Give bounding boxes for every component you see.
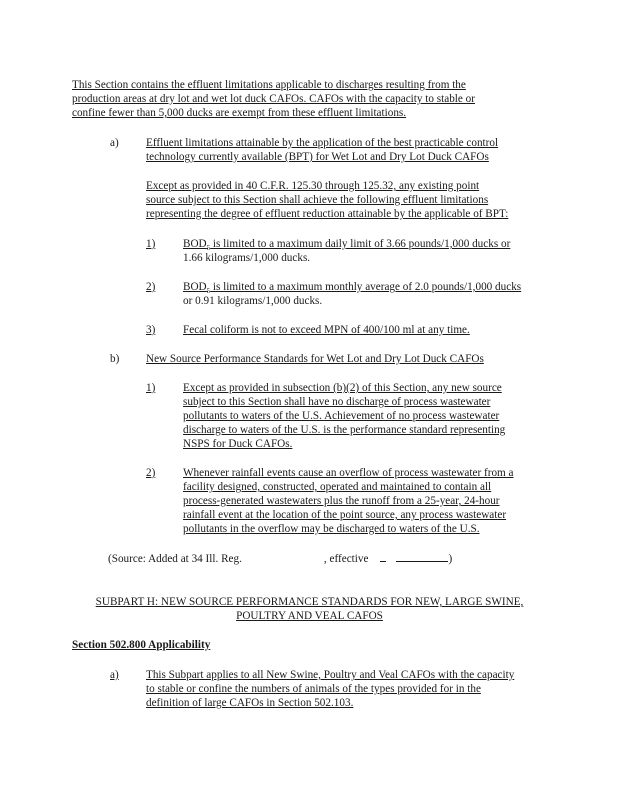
- item-a2-line-1: [183, 280, 521, 294]
- bod-label: BOD: [183, 281, 207, 293]
- source-note: [108, 551, 452, 566]
- subsection-b-title: New Source Performance Standards for Wet Lot and Dry Lot Duck CAFOs: [146, 353, 484, 365]
- item-a3-line-1: Fecal coliform is not to exceed MPN of 400/100 ml at any time.: [183, 324, 470, 336]
- source-note-suffix: ): [448, 553, 453, 565]
- intro-line-1: This Section contains the effluent limitations applicable to discharges resulting from the: [72, 79, 466, 91]
- subsection-a-label: a): [110, 137, 119, 149]
- subsection-a-para-1: Except as provided in 40 C.F.R. 125.30 through 125.32, any existing point: [146, 180, 480, 192]
- item-b2-line-4: rainfall event at the location of the point source, any process wastewater: [183, 509, 507, 521]
- item-a1-number: 1): [146, 238, 156, 250]
- subsection-final-line-1: This Subpart applies to all New Swine, Poultry and Veal CAFOs with the capacity: [146, 669, 515, 681]
- item-a1-line-1: [183, 237, 510, 251]
- item-a2-text: is limited to a maximum monthly average of 2.0 pounds/1,000 ducks: [210, 281, 522, 293]
- item-b1-line-3: pollutants to waters of the U.S. Achievement of no process wastewater: [183, 410, 500, 422]
- effective-date-blank-1: [380, 551, 386, 562]
- item-b2-number: 2): [146, 467, 156, 479]
- section-heading: Section 502.800 Applicability: [72, 639, 211, 651]
- item-b2-line-1: Whenever rainfall events cause an overflow of process wastewater from a: [183, 467, 514, 479]
- subsection-final-line-3: definition of large CAFOs in Section 502.103.: [146, 697, 354, 709]
- subsection-a-title-2: technology currently available (BPT) for Wet Lot and Dry Lot Duck CAFOs: [146, 151, 489, 163]
- item-b1-line-5: NSPS for Duck CAFOs.: [183, 438, 293, 450]
- item-b2-line-3: process-generated wastewaters plus the runoff from a 25-year, 24-hour: [183, 495, 500, 507]
- intro-line-3: confine fewer than 5,000 ducks are exempt from these effluent limitations.: [72, 107, 407, 119]
- subsection-final-label: a): [110, 669, 119, 681]
- item-b1-line-4: discharge to waters of the U.S. is the performance standard representing: [183, 424, 506, 436]
- item-a2-line-2: or 0.91 kilograms/1,000 ducks.: [183, 295, 323, 307]
- source-note-prefix: (Source: Added at 34 Ill. Reg.: [108, 553, 242, 565]
- item-b1-line-2: subject to this Section shall have no discharge of process wastewater: [183, 396, 491, 408]
- bod-subscript: 5: [206, 287, 211, 296]
- bod-subscript: 5: [206, 244, 211, 253]
- item-a3-number: 3): [146, 324, 156, 336]
- intro-line-2: production areas at dry lot and wet lot duck CAFOs. CAFOs with the capacity to stable or: [72, 93, 475, 105]
- subpart-heading-line-2: POULTRY AND VEAL CAFOS: [236, 610, 383, 622]
- item-b1-number: 1): [146, 382, 156, 394]
- subsection-b-label: b): [110, 353, 120, 365]
- subsection-final-line-2: to stable or confine the numbers of animals of the types provided for in the: [146, 683, 481, 695]
- subpart-heading-line-1: SUBPART H: NEW SOURCE PERFORMANCE STANDARDS FOR NEW, LARGE SWINE,: [95, 596, 524, 608]
- item-a1-line-2: 1.66 kilograms/1,000 ducks.: [183, 252, 311, 264]
- item-b2-line-5: pollutants in the overflow may be discharged to waters of the U.S.: [183, 523, 480, 535]
- subsection-a-title-1: Effluent limitations attainable by the application of the best practicable control: [146, 137, 499, 149]
- item-b1-line-1: Except as provided in subsection (b)(2) of this Section, any new source: [183, 382, 502, 394]
- item-a1-text: is limited to a maximum daily limit of 3.66 pounds/1,000 ducks or: [210, 238, 511, 250]
- item-a2-number: 2): [146, 281, 156, 293]
- subsection-a-para-3: representing the degree of effluent reduction attainable by the applicable of BPT:: [146, 208, 509, 220]
- subsection-a-para-2: source subject to this Section shall achieve the following effluent limitations: [146, 194, 489, 206]
- source-note-mid: , effective: [323, 553, 369, 565]
- bod-label: BOD: [183, 238, 207, 250]
- effective-date-blank-2: [396, 551, 448, 562]
- item-b2-line-2: facility designed, constructed, operated and maintained to contain all: [183, 481, 492, 493]
